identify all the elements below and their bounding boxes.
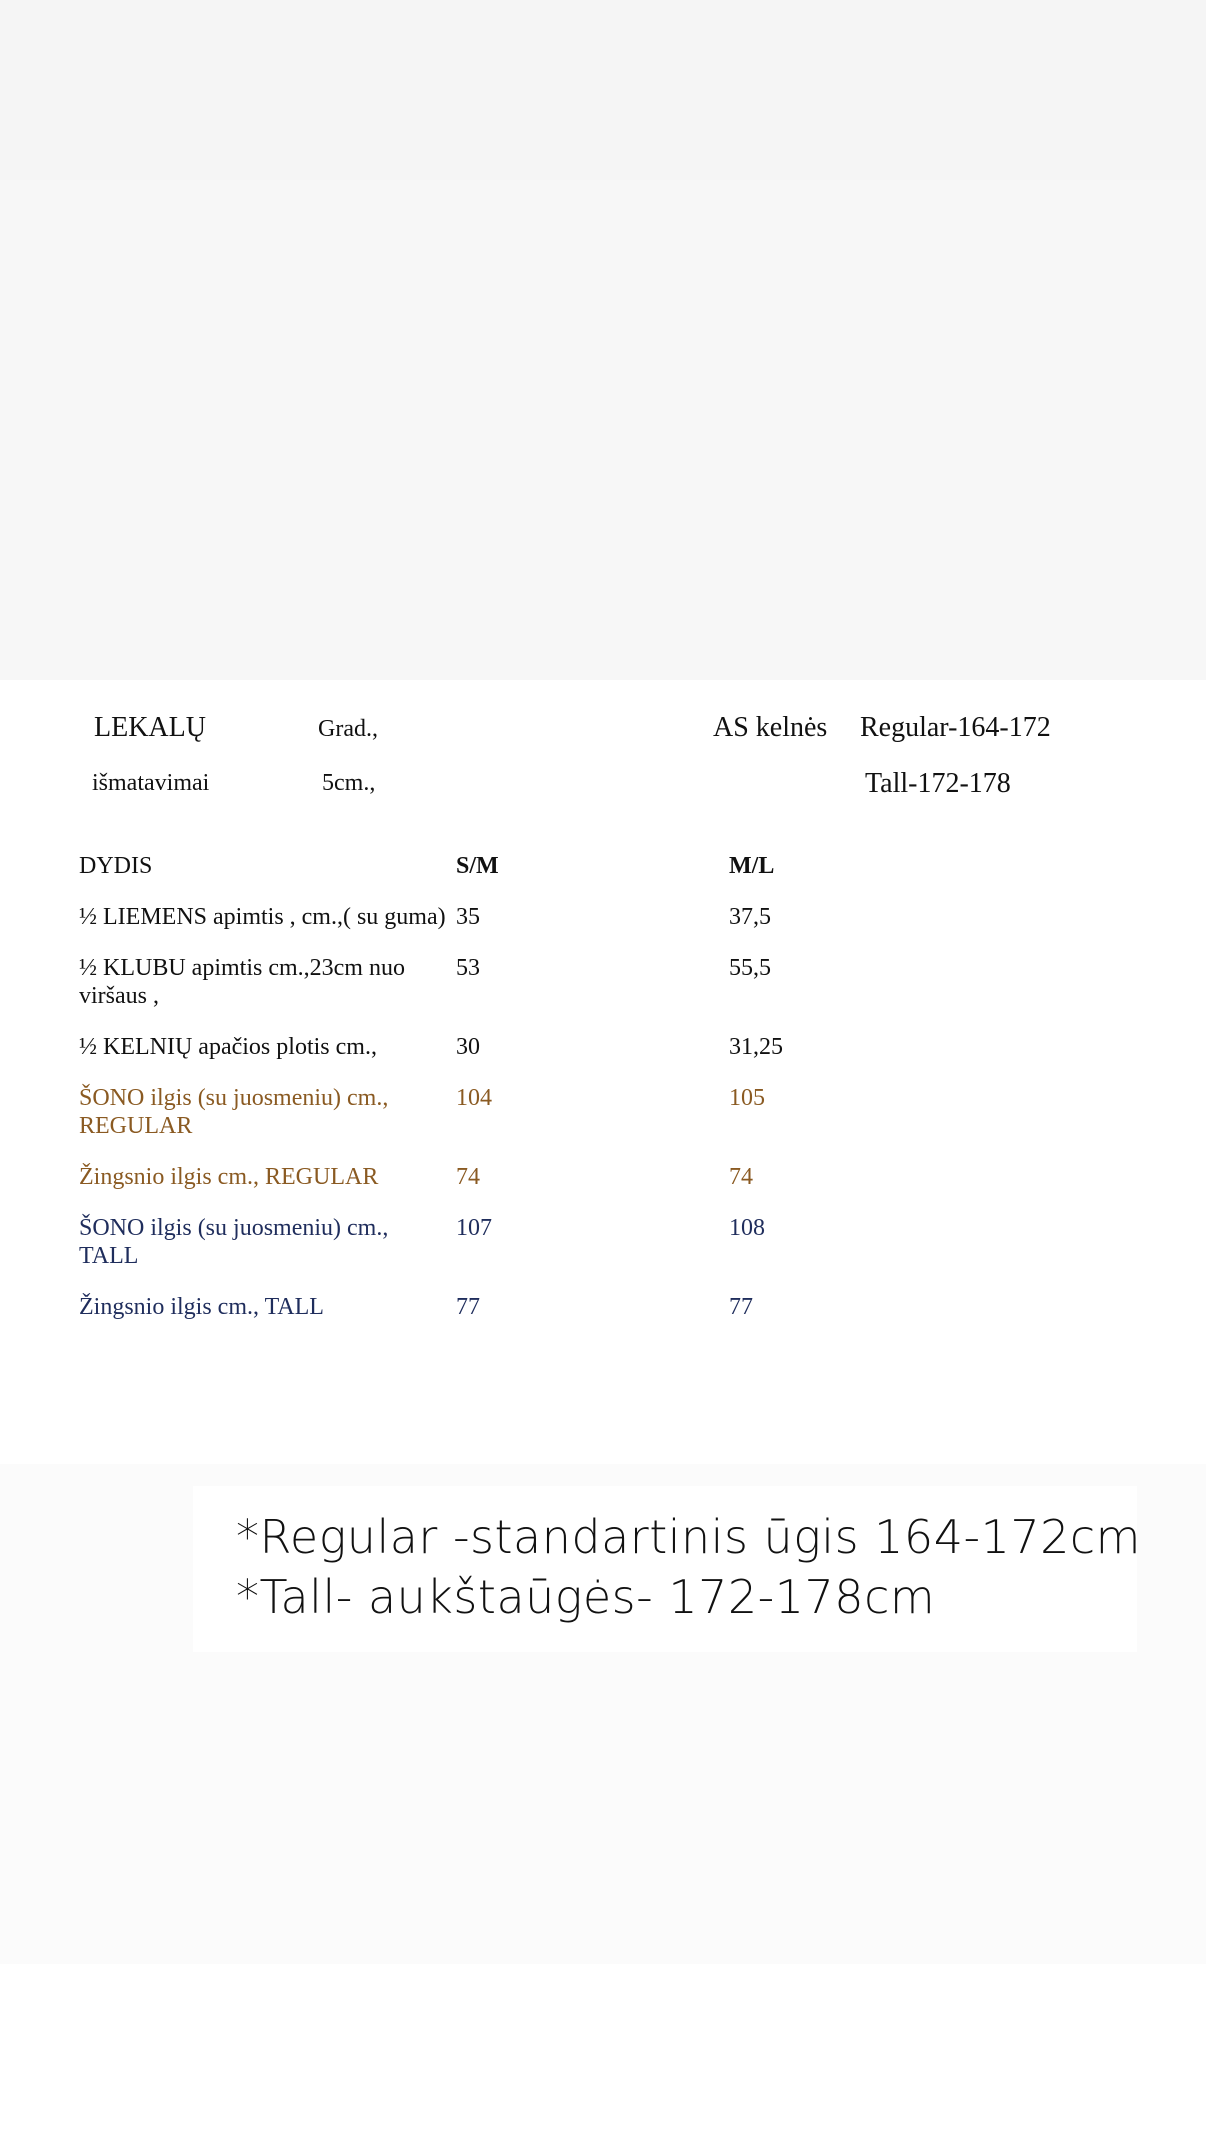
- header-lekalu: LEKALŲ: [94, 712, 206, 743]
- row-value-sm: 107: [456, 1215, 492, 1241]
- row-value-ml: 77: [729, 1294, 753, 1320]
- row-value-ml: 37,5: [729, 904, 771, 930]
- height-note-box: [193, 1486, 1141, 1652]
- row-value-ml: 74: [729, 1164, 753, 1190]
- column-header-sm: S/M: [456, 853, 499, 879]
- header-ismatavimai: išmatavimai: [92, 770, 210, 796]
- row-value-sm: 30: [456, 1034, 480, 1060]
- measurements-table: [79, 852, 1079, 1344]
- table-header-row: [79, 852, 1079, 880]
- top-blank-strip: [0, 0, 1206, 180]
- row-value-sm: 104: [456, 1085, 492, 1111]
- table-row: [79, 1033, 1079, 1061]
- row-label: ½ KELNIŲ apačios plotis cm.,: [79, 1034, 377, 1060]
- column-header-ml: M/L: [729, 853, 775, 879]
- table-row: [79, 903, 1079, 931]
- row-label: ŠONO ilgis (su juosmeniu) cm., REGULAR: [79, 1085, 389, 1139]
- row-value-sm: 35: [456, 904, 480, 930]
- row-label: Žingsnio ilgis cm., REGULAR: [79, 1164, 379, 1190]
- row-label: ŠONO ilgis (su juosmeniu) cm., TALL: [79, 1215, 389, 1269]
- header-grad-step: 5cm.,: [322, 770, 376, 796]
- column-header-size: DYDIS: [79, 853, 153, 879]
- header-tall-range: Tall-172-178: [865, 768, 1011, 799]
- row-value-sm: 77: [456, 1294, 480, 1320]
- note-regular: *Regular -standartinis ūgis 164-172cm: [236, 1510, 1141, 1564]
- row-label: Žingsnio ilgis cm., TALL: [79, 1294, 324, 1320]
- bottom-blank-strip: [0, 1964, 1206, 2144]
- row-value-sm: 53: [456, 955, 480, 981]
- table-row: [79, 954, 1079, 1010]
- row-value-ml: 31,25: [729, 1034, 783, 1060]
- row-label: ½ KLUBU apimtis cm.,23cm nuo viršaus ,: [79, 955, 405, 1009]
- row-value-ml: 55,5: [729, 955, 771, 981]
- row-value-sm: 74: [456, 1164, 480, 1190]
- table-row-regular: [79, 1084, 1079, 1140]
- header-product: AS kelnės: [713, 712, 828, 743]
- row-value-ml: 105: [729, 1085, 765, 1111]
- note-tall: *Tall- aukštaūgės- 172-178cm: [236, 1570, 936, 1624]
- row-value-ml: 108: [729, 1215, 765, 1241]
- row-label: ½ LIEMENS apimtis , cm.,( su guma): [79, 904, 446, 930]
- header-regular-range: Regular-164-172: [860, 712, 1051, 743]
- table-row-regular: [79, 1163, 1079, 1191]
- table-row-tall: [79, 1214, 1079, 1270]
- header-grad: Grad.,: [318, 716, 378, 742]
- table-row-tall: [79, 1293, 1079, 1321]
